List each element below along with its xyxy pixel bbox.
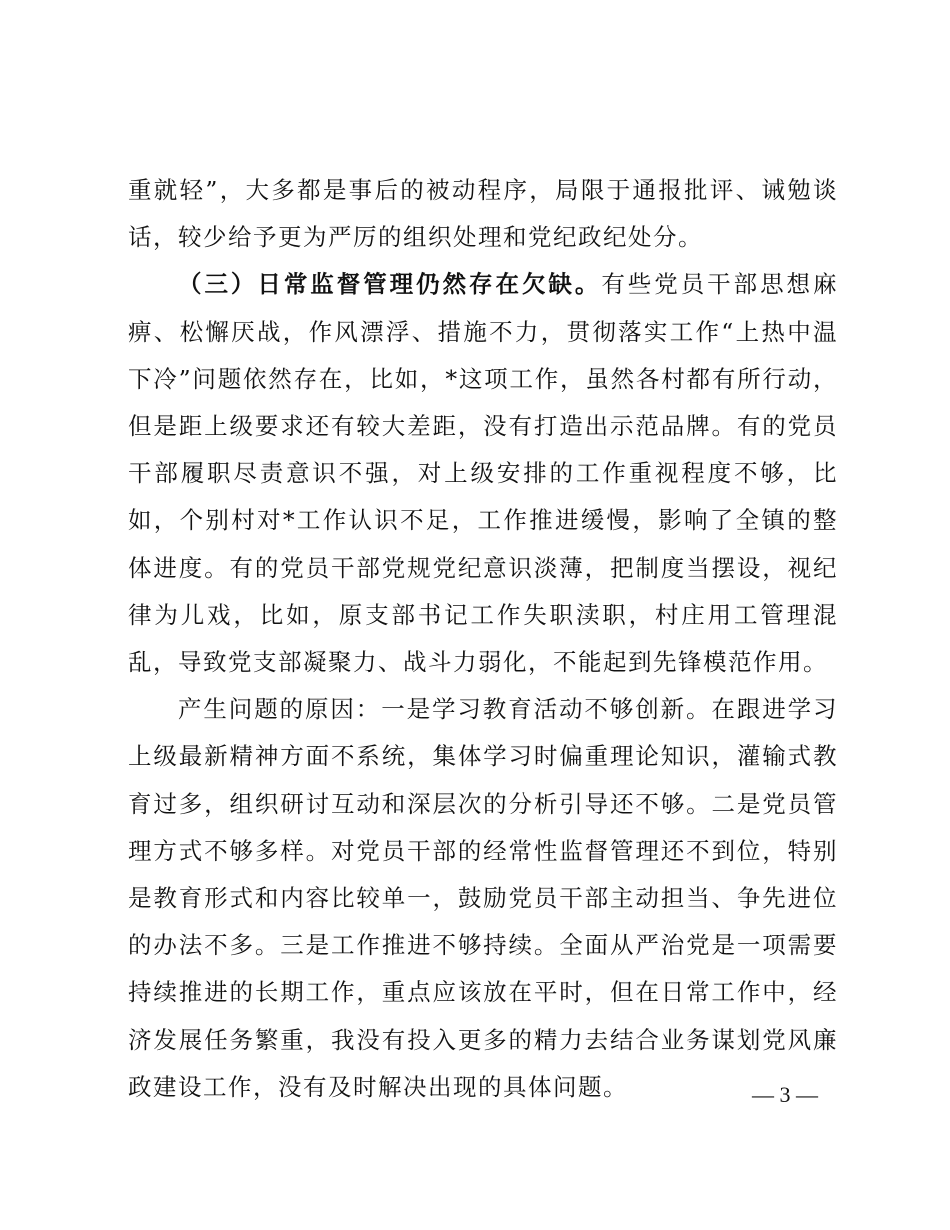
paragraph-text: 有些党员干部思想麻痹、松懈厌战，作风漂浮、措施不力，贯彻落实工作“上热中温下冷”问题依然存在，比如，*这项工作，虽然各村都有所行动，但是距上级要求还有较大差距，没有打造出示范品牌。有的党员干部履职尽责意识不强，对上级安排的工作重视程度不够，比如，个别村对*工作认识不足，工作推进缓慢，影响了全镇的整体进度。有的党员干部党规党纪意识淡薄，把制度当摆设，视纪律为儿戏，比如，原支部书记工作失职渎职，村庄用工管理混乱，导致党支部凝聚力、战斗力弱化，不能起到先锋模范作用。 (128, 270, 839, 677)
document-body (128, 167, 838, 1111)
paragraph-causes (128, 686, 838, 1111)
page-number: — 3 — (752, 1082, 818, 1107)
paragraph-text: 重就轻”，大多都是事后的被动程序，局限于通报批评、诫勉谈话，较少给予更为严厉的组织处理和党纪政纪处分。 (128, 176, 838, 252)
section-heading: （三）日常监督管理仍然存在欠缺。 (178, 270, 602, 299)
paragraph-continuation (128, 167, 838, 261)
paragraph-text: 产生问题的原因：一是学习教育活动不够创新。在跟进学习上级最新精神方面不系统，集体学习时偏重理论知识，灌输式教育过多，组织研讨互动和深层次的分析引导还不够。二是党员管理方式不够多样。对党员干部的经常性监督管理还不到位，特别是教育形式和内容比较单一，鼓励党员干部主动担当、争先进位的办法不多。三是工作推进不够持续。全面从严治党是一项需要持续推进的长期工作，重点应该放在平时，但在日常工作中，经济发展任务繁重，我没有投入更多的精力去结合业务谋划党风廉政建设工作，没有及时解决出现的具体问题。 (128, 695, 838, 1101)
paragraph-section-three (128, 261, 838, 686)
